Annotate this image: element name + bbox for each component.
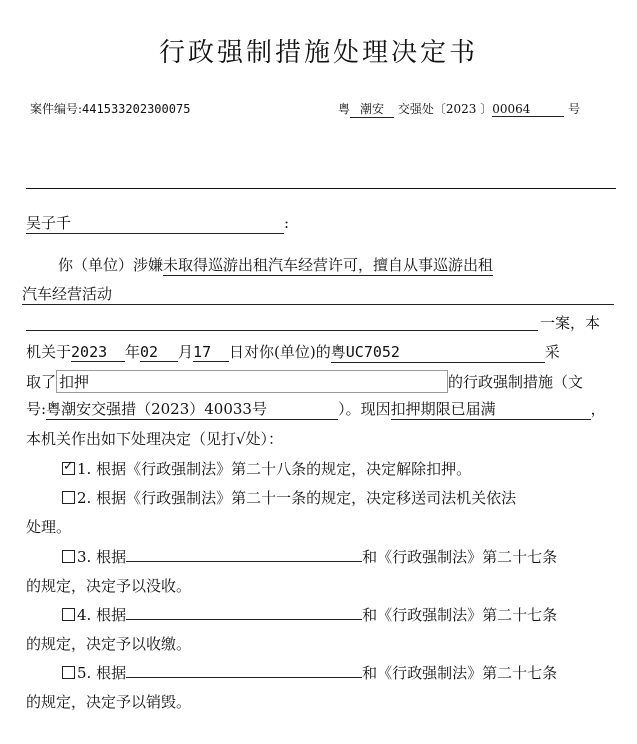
option-5 xyxy=(62,662,557,683)
option-1-text: 1. 根据《行政强制法》第二十八条的规定，决定解除扣押。 xyxy=(77,460,472,478)
text-nian: 年 xyxy=(125,343,141,361)
option-4 xyxy=(62,604,557,625)
document-title: 行政强制措施处理决定书 xyxy=(158,38,478,68)
text-qule: 取了 xyxy=(26,373,57,391)
option-2-cont: 处理。 xyxy=(26,518,72,536)
number-suffix: 号 xyxy=(568,102,581,116)
para1-prefix: 你（单位）涉嫌 xyxy=(58,256,164,274)
option-1 xyxy=(62,458,471,479)
text-duini: 日对你(单位)的 xyxy=(229,343,331,361)
doc-number-field: 粤潮安交强措（2023）40033号 xyxy=(46,398,338,420)
year-open: 〔2023 xyxy=(433,102,477,116)
violation-line1: 未取得巡游出租汽车经营许可，擅自从事巡游出租 xyxy=(163,256,494,274)
header-divider xyxy=(26,188,616,189)
case-number xyxy=(30,100,190,117)
checkbox-icon xyxy=(62,491,75,504)
option-4-basis-field xyxy=(126,604,362,620)
option-5-basis-field xyxy=(126,662,362,678)
seized-object: 粤UC7052 xyxy=(331,341,545,363)
option-5-cont: 的规定，决定予以销毁。 xyxy=(26,693,192,711)
reason-field: 扣押期限已届满 xyxy=(391,398,591,420)
date-year: 2023 xyxy=(71,343,125,362)
dept-label: 交强处 xyxy=(397,102,434,116)
option-4-cont: 的规定，决定予以收缴。 xyxy=(26,635,192,653)
checkbox-icon xyxy=(62,550,75,563)
text-yue: 月 xyxy=(178,343,194,361)
option-5-mid: 和《行政强制法》第二十七条 xyxy=(362,664,558,682)
addressee-name: 吴子千 xyxy=(26,212,284,234)
date-month: 02 xyxy=(140,343,178,362)
para1-line2 xyxy=(22,283,614,305)
para2-line2 xyxy=(26,370,583,393)
addressee-colon: : xyxy=(284,214,290,232)
sequence-field: 00064 xyxy=(492,102,564,117)
para1-line1 xyxy=(58,254,493,276)
region-field: 潮安 xyxy=(350,100,394,118)
checkbox-icon xyxy=(62,666,75,679)
text-xianyin: ）。现因 xyxy=(338,400,391,418)
addressee xyxy=(26,212,289,234)
case-number-value: 441533202300075 xyxy=(82,102,191,116)
text-wenhao: 号: xyxy=(26,400,47,418)
para1-suffix: 一案，本 xyxy=(540,314,601,332)
option-2-text: 2. 根据《行政强制法》第二十一条的规定，决定移送司法机关依法 xyxy=(77,489,517,507)
region-prefix: 粤 xyxy=(338,102,351,116)
checkbox-icon xyxy=(62,462,75,475)
violation-line2: 汽车经营活动 xyxy=(22,283,614,305)
text-measure-suffix: 的行政强制措施（文 xyxy=(448,373,584,391)
option-2 xyxy=(62,487,516,508)
violation-line3 xyxy=(26,330,538,331)
document-number xyxy=(338,100,580,118)
text-cai: 采 xyxy=(544,343,560,361)
option-3-basis-field xyxy=(126,546,362,562)
case-label: 案件编号: xyxy=(30,102,83,116)
option-3-text: 3. 根据 xyxy=(77,548,127,566)
option-5-text: 5. 根据 xyxy=(77,664,127,682)
option-3-mid: 和《行政强制法》第二十七条 xyxy=(362,548,558,566)
text-comma: ， xyxy=(590,400,606,418)
text-jiguanyu: 机关于 xyxy=(26,343,72,361)
para2-line1 xyxy=(26,341,560,363)
option-3 xyxy=(62,546,557,567)
option-3-cont: 的规定，决定予以没收。 xyxy=(26,577,192,595)
checkbox-icon xyxy=(62,608,75,621)
year-close: 〕 xyxy=(480,102,493,116)
option-4-text: 4. 根据 xyxy=(77,606,127,624)
decision-intro: 本机关作出如下处理决定（见打√处）： xyxy=(26,430,284,448)
option-4-mid: 和《行政强制法》第二十七条 xyxy=(362,606,558,624)
date-day: 17 xyxy=(193,343,229,362)
measure-field: 扣押 xyxy=(56,370,448,393)
para2-line3 xyxy=(26,398,606,420)
